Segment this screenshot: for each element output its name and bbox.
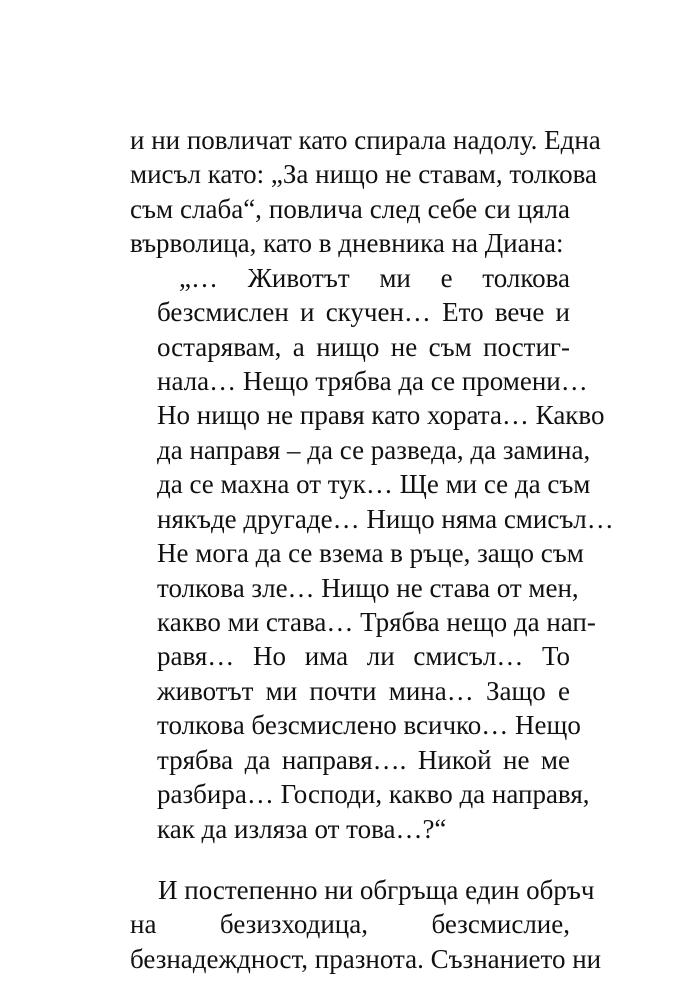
quote-line: остарявам, а нищо не съм постиг- xyxy=(157,331,570,362)
quote-line: безсмислен и скучен… Ето вече и xyxy=(157,297,570,328)
quote-line: какво ми става… Трябва нещо да нап- xyxy=(157,606,596,637)
paragraph-line: безнадеждност, празнота. Съзнанието ни xyxy=(130,943,602,974)
paragraph-line: И постепенно ни обгръща един обръч xyxy=(158,874,595,905)
quote-line: Но нищо не правя като хората… Какво xyxy=(157,400,605,431)
quote-line: равя… Но има ли смисъл… То xyxy=(157,641,570,672)
paragraph-line: на безизходица, безсмислие, xyxy=(130,909,570,940)
quote-line: да направя – да се разведа, да замина, xyxy=(157,434,591,465)
quote-line: да се махна от тук… Ще ми се да съм xyxy=(157,469,591,500)
quote-line: животът ми почти мина… Защо е xyxy=(157,675,570,706)
quote-line: Не мога да се взема в ръце, защо съм xyxy=(157,538,584,569)
quote-line: разбира… Господи, какво да направя, xyxy=(157,779,590,810)
quote-line: някъде другаде… Нищо няма смисъл… xyxy=(157,503,614,534)
quote-line: как да изляза от това…?“ xyxy=(157,813,447,844)
paragraph-line: върволица, като в дневника на Диана: xyxy=(130,228,564,259)
quote-line: трябва да направя…. Никой не ме xyxy=(157,744,570,775)
paragraph-line: и ни повличат като спирала надолу. Една xyxy=(130,125,601,155)
quote-line: толкова безсмислено всичко… Нещо xyxy=(157,710,581,741)
paragraph-line: мисъл като: „За нищо не ставам, толкова xyxy=(130,159,598,190)
quote-line: нала… Нещо трябва да се промени… xyxy=(157,365,588,396)
quote-line: толкова зле… Нищо не става от мен, xyxy=(157,572,579,603)
quote-line: „… Животът ми е толкова xyxy=(179,262,570,293)
paragraph-line: съм слаба“, повлича след себе си цяла xyxy=(130,193,570,224)
